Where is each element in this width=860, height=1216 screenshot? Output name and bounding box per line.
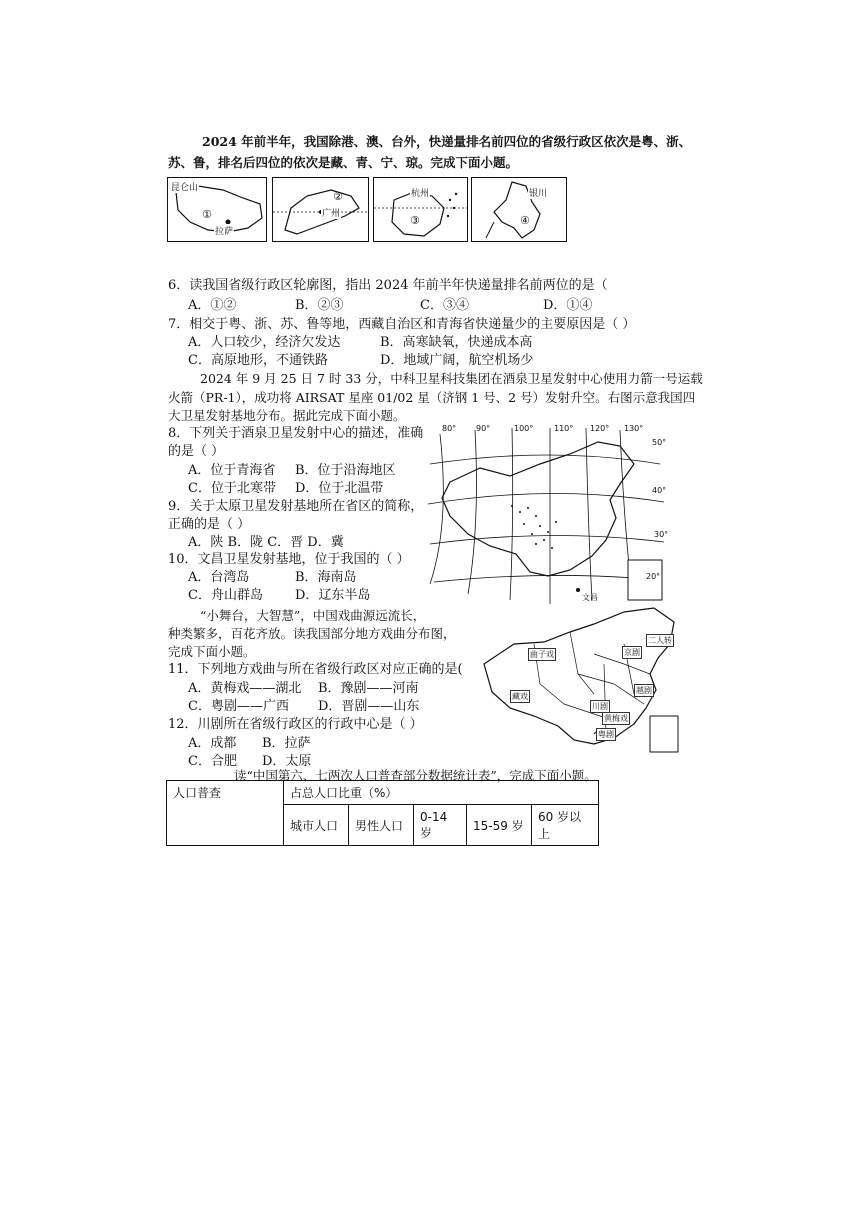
q12-option-b[interactable]: B．拉萨 [262, 736, 311, 751]
q7-option-c[interactable]: C．高原地形，不通铁路 [188, 353, 328, 368]
lon-label-90: 90° [476, 424, 491, 433]
opera-label-errenzhuan: 二人转 [648, 636, 672, 645]
lon-label-110: 110° [554, 424, 574, 433]
opera-map [474, 604, 684, 760]
q7-option-a[interactable]: A．人口较少，经济欠发达 [188, 335, 341, 350]
q10-stem: 10．文昌卫星发射基地，位于我国的（ ） [168, 552, 410, 567]
intro2-line3: 大卫星发射基地分布。据此完成下面小题。 [168, 408, 406, 423]
opera-label-yueju: 越剧 [636, 686, 652, 695]
lat-label-50: 50° [652, 438, 667, 447]
lon-label-80: 80° [442, 424, 457, 433]
q8-option-a[interactable]: A．位于青海省 [188, 463, 276, 478]
opera-label-huangmeixi: 黄梅戏 [604, 714, 628, 723]
lat-label-40: 40° [652, 486, 667, 495]
opera-label-chuanju: 川剧 [592, 702, 608, 711]
province-map-3 [373, 177, 468, 242]
intro3-line1: “小舞台，大智慧”，中国戏曲源远流长， [200, 608, 426, 623]
intro4: 读“中国第六、七两次人口普查部分数据统计表”，完成下面小题。 [234, 768, 597, 783]
province-outline-ningxia [472, 178, 566, 241]
map4-city-label: 银川 [528, 186, 548, 199]
lat-label-30: 30° [654, 530, 669, 539]
q6-option-d[interactable]: D．①④ [543, 298, 593, 313]
opera-label-yueju-canton: 粤剧 [598, 730, 614, 739]
map3-number: ③ [410, 214, 420, 227]
province-map-2 [272, 177, 369, 242]
intro2-line1: 2024 年 9 月 25 日 7 时 33 分，中科卫星科技集团在酒泉卫星发射中心使用力箭一号运载 [200, 371, 703, 386]
map2-number: ② [333, 190, 343, 203]
lat-label-20: 20° [646, 572, 661, 581]
q6-option-a[interactable]: A．①② [188, 298, 237, 313]
lon-label-130: 130° [624, 424, 644, 433]
q6-option-b[interactable]: B．②③ [295, 298, 344, 313]
intro2-line2: 火箭（PR-1），成功将 AIRSAT 星座 01/02 星（济钢 1 号、2 号）发射升空。右图示意我国四 [168, 390, 696, 405]
q11-option-c[interactable]: C．粤剧——广西 [188, 699, 289, 714]
map1-mountain-label: 昆仑山 [170, 180, 199, 193]
q12-option-c[interactable]: C．合肥 [188, 754, 237, 769]
intro3-line3: 完成下面小题。 [168, 644, 256, 659]
q8-stem-line2: 的是（ ） [168, 444, 225, 459]
table-col-urban: 城市人口 [284, 805, 349, 846]
q11-option-b[interactable]: B．豫剧——河南 [318, 681, 419, 696]
opera-label-quzixi: 曲子戏 [530, 650, 554, 659]
q12-option-d[interactable]: D．太原 [262, 754, 312, 769]
intro3-line2: 种类繁多，百花齐放。读我国部分地方戏曲分布图， [168, 626, 456, 641]
map4-number: ④ [520, 214, 530, 227]
q10-option-d[interactable]: D．辽东半岛 [295, 588, 371, 603]
q12-option-a[interactable]: A．成都 [188, 736, 237, 751]
q10-option-c[interactable]: C．舟山群岛 [188, 588, 263, 603]
launch-sites-map [420, 424, 670, 612]
china-province-map [474, 604, 684, 760]
table-col-0-14: 0-14 岁 [414, 805, 467, 846]
census-table [166, 780, 599, 846]
table-col-male: 男性人口 [349, 805, 414, 846]
intro1-line2: 苏、鲁，排名后四位的依次是藏、青、宁、琼。完成下面小题。 [168, 155, 519, 170]
q11-stem: 11．下列地方戏曲与所在省级行政区对应正确的是( [168, 662, 463, 677]
q7-stem: 7．相交于粤、浙、苏、鲁等地，西藏自治区和青海省快递量少的主要原因是（ ） [168, 317, 636, 332]
china-graticule-map [420, 424, 670, 612]
q11-option-d[interactable]: D．晋剧——山东 [318, 699, 420, 714]
map3-city-label: 杭州 [410, 186, 430, 199]
table-group-header: 占总人口比重（%） [284, 781, 599, 805]
q8-option-c[interactable]: C．位于北寒带 [188, 481, 276, 496]
q12-stem: 12．川剧所在省级行政区的行政中心是（ ） [168, 717, 423, 732]
province-map-4 [471, 177, 567, 242]
map2-city-label: 广州 [321, 206, 341, 219]
opera-label-jingju: 京剧 [624, 648, 640, 657]
wenchang-label: 文昌 [582, 593, 598, 602]
q7-option-d[interactable]: D．地域广阔，航空机场少 [380, 353, 534, 368]
q8-option-d[interactable]: D．位于北温带 [295, 481, 384, 496]
table-row-header: 人口普查 [167, 781, 284, 846]
opera-label-zangxi: 藏戏 [512, 692, 528, 701]
table-col-15-59: 15-59 岁 [467, 805, 532, 846]
q6-stem: 6．读我国省级行政区轮廓图，指出 2024 年前半年快递量排名前两位的是（ [168, 278, 608, 293]
q10-option-a[interactable]: A．台湾岛 [188, 570, 250, 585]
province-map-1 [167, 177, 267, 242]
q6-option-c[interactable]: C．③④ [420, 298, 469, 313]
q8-option-b[interactable]: B．位于沿海地区 [295, 463, 396, 478]
lon-label-120: 120° [590, 424, 610, 433]
table-col-60plus: 60 岁以上 [532, 805, 599, 846]
q11-option-a[interactable]: A．黄梅戏——湖北 [188, 681, 302, 696]
q10-option-b[interactable]: B．海南岛 [295, 570, 357, 585]
map1-number: ① [202, 208, 212, 221]
intro1-line1: 2024 年前半年，我国除港、澳、台外，快递量排名前四位的省级行政区依次是粤、浙、 [202, 134, 692, 149]
map1-city-label: 拉萨 [214, 224, 234, 237]
q7-option-b[interactable]: B．高寒缺氧，快递成本高 [380, 335, 533, 350]
q8-stem-line1: 8．下列关于酒泉卫星发射中心的描述，准确 [168, 426, 424, 441]
q9-stem-line1: 9．关于太原卫星发射基地所在省区的简称， [168, 499, 424, 514]
q9-options[interactable]: A．陕 B．陇 C．晋 D．冀 [188, 535, 344, 550]
q9-stem-line2: 正确的是（ ） [168, 517, 251, 532]
lon-label-100: 100° [514, 424, 534, 433]
